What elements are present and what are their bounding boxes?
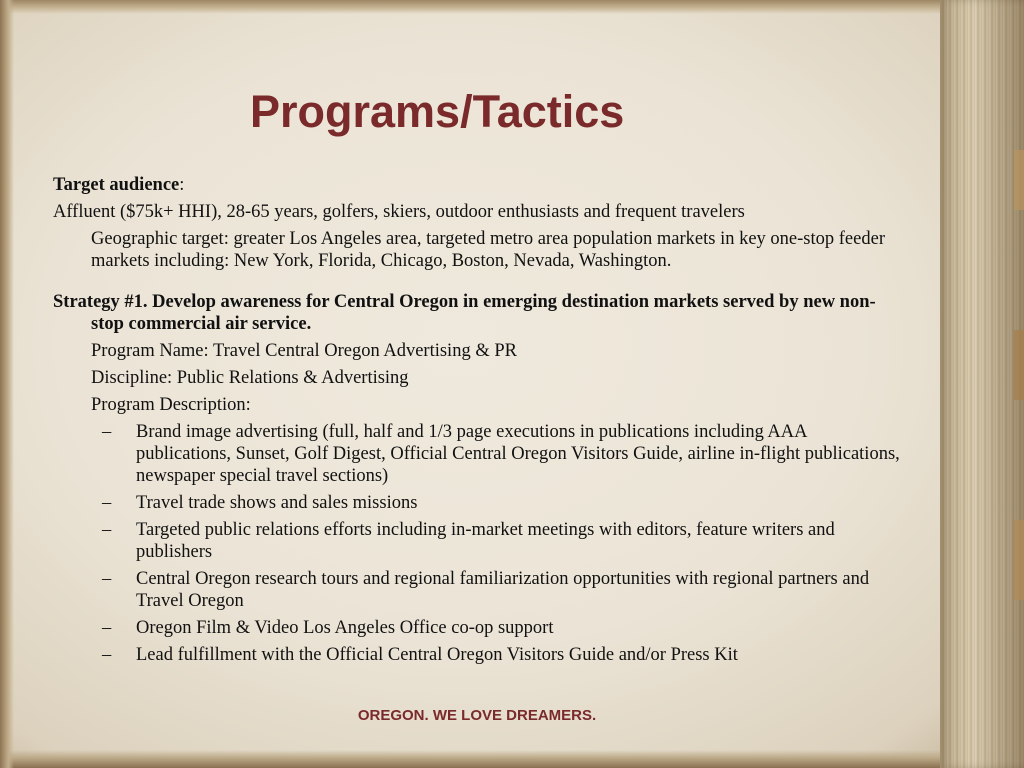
discipline: Discipline: Public Relations & Advertising (91, 368, 409, 388)
dash-marker: – (102, 618, 112, 638)
target-audience-label: Target audience (53, 175, 180, 195)
list-item (53, 617, 903, 639)
spacer (53, 277, 903, 291)
dash-marker: – (102, 645, 112, 665)
program-name: Program Name: Travel Central Oregon Advertising & PR (91, 341, 517, 361)
footer-tagline: OREGON. WE LOVE DREAMERS. (357, 707, 597, 724)
paper-edge-top (0, 0, 1024, 14)
list-item (53, 644, 903, 666)
list-item-text: Central Oregon research tours and regional familiarization opportunities with regional partners and Travel Oregon (136, 569, 870, 611)
book-page-stack-shade (940, 0, 1024, 768)
list-item-text: Targeted public relations efforts including in-market meetings with editors, feature writers and publishers (136, 520, 835, 562)
strategy-heading-text: Strategy #1. Develop awareness for Central Oregon in emerging destination markets served by new non-stop commercial air service. (53, 292, 876, 334)
list-item-text: Brand image advertising (full, half and 1/3 page executions in publications including AAA publications, Sunset, Golf Digest, Official Central Oregon Visitors Guide, airline in-flight publications, newspaper special travel sections) (136, 422, 900, 486)
page-tab (1014, 150, 1024, 210)
dash-marker: – (102, 520, 112, 540)
slide-title: Programs/Tactics (250, 86, 625, 137)
list-item (53, 421, 903, 487)
program-description-list (53, 421, 903, 666)
paper-edge-bottom (0, 750, 1024, 768)
list-item (53, 519, 903, 563)
list-item-text: Lead fulfillment with the Official Central Oregon Visitors Guide and/or Press Kit (136, 645, 738, 665)
page-tab (1014, 330, 1024, 400)
paper-edge-left (0, 0, 14, 768)
target-audience-heading (53, 174, 903, 196)
program-description-label: Program Description: (91, 395, 251, 415)
list-item-text: Travel trade shows and sales missions (136, 493, 418, 513)
geographic-target: Geographic target: greater Los Angeles area, targeted metro area population markets in key one-stop feeder markets including: New York, Florida, Chicago, Boston, Nevada, Washington. (91, 229, 885, 271)
dash-marker: – (102, 569, 112, 589)
target-audience-affluent: Affluent ($75k+ HHI), 28-65 years, golfers, skiers, outdoor enthusiasts and frequent travelers (53, 202, 745, 222)
strategy-heading (53, 291, 903, 335)
slide-body (53, 174, 903, 671)
page-tab (1014, 520, 1024, 600)
target-audience-colon: : (179, 175, 185, 195)
dash-marker: – (102, 422, 112, 442)
list-item (53, 568, 903, 612)
list-item (53, 492, 903, 514)
list-item-text: Oregon Film & Video Los Angeles Office co-op support (136, 618, 554, 638)
dash-marker: – (102, 493, 112, 513)
